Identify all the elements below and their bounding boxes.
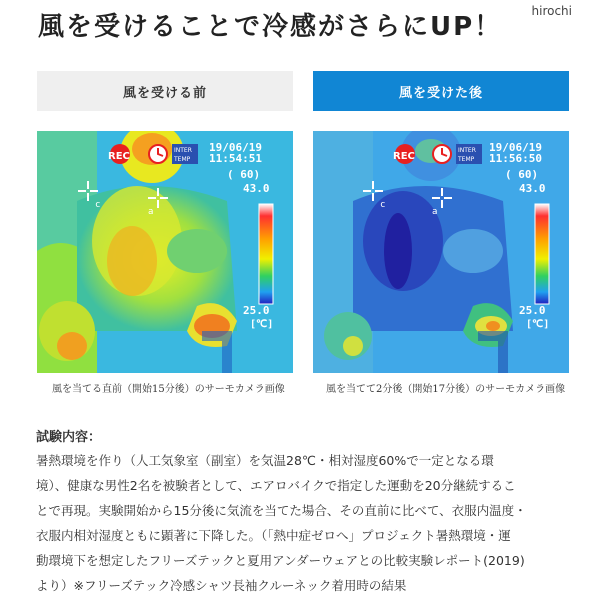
time-readout: 11:56:50 [489,152,542,165]
max-temp-readout: 43.0 [243,182,270,195]
test-body-line: 衣服内相対湿度ともに顕著に下降した。（「熱中症ゼロへ」プロジェクト暑熱環境・運 [36,528,511,543]
rec-label: REC [393,151,415,162]
test-body-line: より）※フリーズテック冷感シャツ長袖クルーネック着用時の結果 [36,578,407,593]
temp-label: TEMP [174,156,191,163]
max-temp-readout: 43.0 [519,182,546,195]
emissivity-readout: ( 60) [505,168,539,181]
date-readout: 19/06/19 [209,141,262,154]
inter-label: INTER [458,147,476,154]
test-body-line: 暑熱環境を作り（人工気象室（副室）を気温28℃・相対湿度60%で一定となる環 [36,453,494,468]
tab-after-wind-label: 風を受けた後 [398,85,483,101]
test-body-line: 境）、健康な男性2名を被験者として、エアロバイクで指定した運動を20分継続するこ [36,478,516,493]
tab-before-wind[interactable] [37,71,293,111]
min-temp-readout: 25.0 [243,304,270,317]
caption-before: 風を当てる直前（開始15分後）のサーモカメラ画像 [52,384,285,395]
thermal-image-before-graphic [37,131,293,373]
test-section-body [36,448,576,598]
thermal-image-after [313,131,569,373]
marker-a-label: a [148,207,154,217]
temp-label: TEMP [458,156,475,163]
min-temp-readout: 25.0 [519,304,546,317]
unit-readout: [℃] [250,319,274,330]
interval-timer-icon [149,145,167,163]
marker-a-label: a [432,207,438,217]
thermal-image-before [37,131,293,373]
caption-after: 風を当てて2分後（開始17分後）のサーモカメラ画像 [326,384,566,395]
marker-c-label: c [380,200,386,210]
thermal-image-after-graphic [313,131,569,373]
watermark: hirochi [531,4,572,18]
unit-readout: [℃] [526,319,550,330]
tab-after-wind[interactable] [313,71,569,111]
tab-before-wind-label: 風を受ける前 [122,85,207,101]
time-readout: 11:54:51 [209,152,262,165]
emissivity-readout: ( 60) [227,168,261,181]
test-section-title: 試験内容： [36,430,102,445]
test-body-line: 動環境下を想定したフリーズテックと夏用アンダーウェアとの比較実験レポート(2019) [36,553,525,568]
date-readout: 19/06/19 [489,141,542,154]
inter-label: INTER [174,147,192,154]
interval-timer-icon [433,145,451,163]
marker-c-label: c [95,200,101,210]
page-headline: 風を受けることで冷感がさらにUP！ [38,12,503,42]
rec-label: REC [108,151,130,162]
test-body-line: とで再現。実験開始から15分後に気流を当てた場合、その直前に比べて、衣服内温度・ [36,503,527,518]
